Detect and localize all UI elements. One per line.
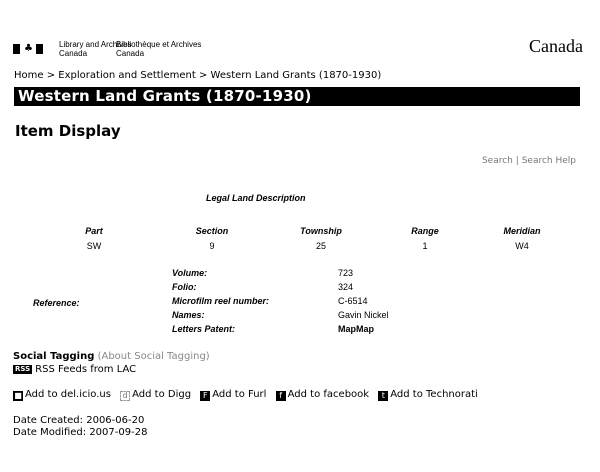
rss-feeds[interactable] <box>13 364 136 375</box>
breadcrumb-exploration-link[interactable]: Exploration and Settlement <box>58 70 196 81</box>
value-range: 1 <box>422 241 428 251</box>
folio-value: 324 <box>338 282 354 292</box>
page-dates <box>13 415 147 439</box>
column-header-meridian: Meridian <box>503 226 541 236</box>
column-header-range: Range <box>411 226 439 236</box>
digg-icon: d <box>120 391 130 401</box>
page-title: Item Display <box>15 122 121 140</box>
site-header <box>0 0 600 64</box>
canada-wordmark: Canada <box>529 36 583 56</box>
column-header-township: Township <box>300 226 342 236</box>
facebook-icon: f <box>276 391 286 401</box>
social-tagging-label: Social Tagging <box>13 351 95 362</box>
letters-patent-value <box>338 324 374 334</box>
breadcrumb-separator: > <box>198 70 208 81</box>
reference-label: Reference: <box>33 298 80 308</box>
column-header-section: Section <box>195 226 229 236</box>
value-township: 25 <box>315 241 326 251</box>
share-facebook[interactable]: f Add to facebook <box>276 389 369 401</box>
letters-patent-map-link[interactable]: MapMap <box>338 324 374 334</box>
share-furl[interactable]: F Add to Furl <box>200 389 266 401</box>
share-delicious[interactable]: ■ Add to del.icio.us <box>14 389 111 400</box>
search-links-separator: | <box>515 156 519 166</box>
breadcrumb-home-link[interactable]: Home <box>14 70 44 81</box>
breadcrumb-separator: > <box>46 70 56 81</box>
legal-land-description-heading: Legal Land Description <box>206 193 306 203</box>
about-social-tagging-link[interactable]: About Social Tagging <box>101 351 206 362</box>
breadcrumb-current-link[interactable]: Western Land Grants (1870-1930) <box>210 70 382 81</box>
search-links <box>482 156 576 166</box>
rss-icon: RSS <box>15 365 31 373</box>
column-header-part: Part <box>85 226 103 236</box>
breadcrumb <box>14 69 381 82</box>
canada-flag-icon: ♣ <box>13 44 43 54</box>
volume-value: 723 <box>338 268 354 278</box>
share-digg[interactable]: d Add to Digg <box>120 389 191 401</box>
value-section: 9 <box>209 241 215 251</box>
value-meridian: W4 <box>515 241 529 251</box>
date-modified <box>13 427 147 439</box>
names-value: Gavin Nickel <box>338 310 389 320</box>
delicious-icon: ■ <box>14 391 22 400</box>
microfilm-label: Microfilm reel number: <box>172 296 270 306</box>
letters-patent-label: Letters Patent: <box>172 324 236 334</box>
banner-title: Western Land Grants (1870-1930) <box>18 87 312 105</box>
date-created-label: Date Created: <box>13 415 84 426</box>
search-link[interactable]: Search <box>481 156 513 166</box>
share-bar <box>13 389 484 401</box>
department-name-fr[interactable]: Bibliothèque et Archives Canada <box>116 40 202 58</box>
rss-feeds-link[interactable]: RSS Feeds from LAC <box>35 364 137 375</box>
date-modified-label: Date Modified: <box>13 427 87 438</box>
date-created-value: 2006-06-20 <box>86 415 145 426</box>
collection-banner <box>14 87 580 106</box>
furl-icon: F <box>200 391 210 401</box>
date-created <box>13 415 147 427</box>
social-tagging: Social Tagging (About Social Tagging) <box>13 351 210 362</box>
volume-label: Volume: <box>172 268 208 278</box>
share-technorati[interactable]: t Add to Technorati <box>378 389 478 401</box>
value-part: SW <box>86 241 102 251</box>
technorati-icon: t <box>378 391 388 401</box>
folio-label: Folio: <box>172 282 197 292</box>
search-help-link[interactable]: Search Help <box>521 156 576 166</box>
microfilm-value: C-6514 <box>338 296 368 306</box>
names-label: Names: <box>172 310 205 320</box>
department-name-en[interactable]: Library and Archives Canada <box>59 40 132 58</box>
date-modified-value: 2007-09-28 <box>89 427 148 438</box>
